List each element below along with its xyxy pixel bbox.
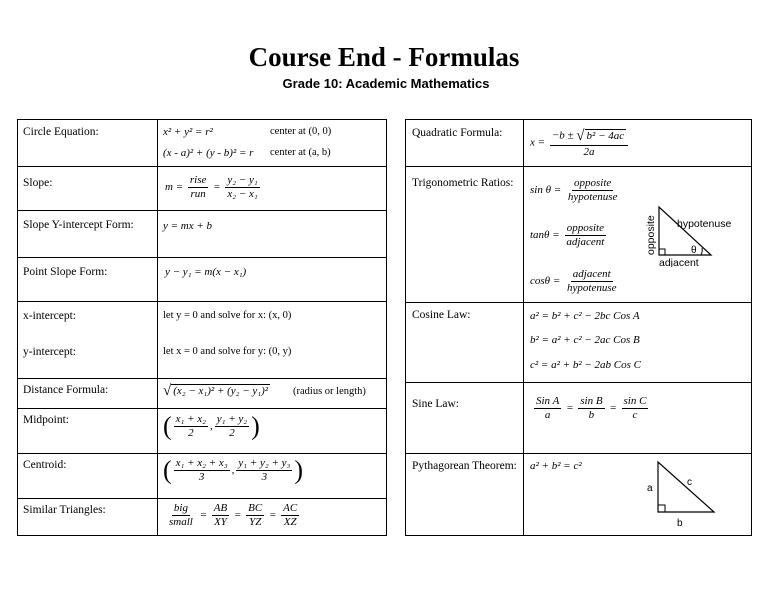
theta-label: θ <box>691 245 697 256</box>
point-slope-row <box>18 257 386 302</box>
left-paren: ( <box>163 411 172 441</box>
triangle-shape <box>658 462 714 512</box>
sin-lhs: sin θ = <box>530 184 562 197</box>
numerator: y₁ + y₂ <box>215 413 249 427</box>
circle-general-note: center at (a, b) <box>270 147 331 158</box>
tan-lhs: tanθ = <box>530 229 560 242</box>
pythagorean-equation: a² + b² = c² <box>530 460 582 472</box>
right-paren: ) <box>294 455 304 485</box>
sqrt-symbol: √ <box>163 383 172 399</box>
ratio-ab-xy <box>212 502 229 529</box>
row-label: y-intercept: <box>23 346 77 358</box>
slope-intercept-row <box>18 210 386 258</box>
numerator: rise <box>188 174 209 188</box>
y-average <box>215 413 249 440</box>
centroid-row <box>18 453 386 499</box>
row-label: Slope Y-intercept Form: <box>23 219 134 231</box>
cosine-law-row <box>406 302 751 383</box>
equals-sign: = <box>609 402 617 415</box>
cosine-law-b: b² = a² + c² − 2ac Cos B <box>530 334 640 346</box>
row-label: Circle Equation: <box>23 126 99 138</box>
row-label: Centroid: <box>23 459 67 471</box>
row-label: Slope: <box>23 177 53 189</box>
sine-law-formula <box>532 395 650 422</box>
hypotenuse-label: hypotenuse <box>677 218 732 230</box>
circle-origin-equation: x² + y² = r² <box>163 126 213 138</box>
numerator: BC <box>246 502 264 516</box>
numerator: x₁ + x₂ <box>174 413 208 427</box>
cos-fraction <box>565 268 618 295</box>
distance-row <box>18 378 386 409</box>
numerator: sin C <box>622 395 649 409</box>
triangle-shape <box>659 207 711 255</box>
midpoint-row <box>18 408 386 454</box>
trigonometric-row <box>406 166 751 303</box>
sin-fraction <box>566 177 619 204</box>
denominator: a <box>544 409 551 422</box>
numerator: AB <box>212 502 229 516</box>
row-label: Trigonometric Ratios: <box>412 177 514 189</box>
intercepts-row <box>18 301 386 379</box>
ratio-big-small <box>167 502 195 529</box>
similar-triangles-row <box>18 498 386 537</box>
y-intercept-text: let x = 0 and solve for y: (0, y) <box>163 346 292 357</box>
slope-formula <box>165 174 262 201</box>
row-label: Sine Law: <box>412 398 459 410</box>
row-label: Similar Triangles: <box>23 504 106 516</box>
side-b-label: b <box>677 518 683 529</box>
cosine-law-a: a² = b² + c² − 2bc Cos A <box>530 310 640 322</box>
cosine-ratio <box>530 268 620 295</box>
quadratic-fraction <box>550 127 628 159</box>
right-angle-marker <box>659 249 665 255</box>
numerator: big <box>172 502 190 516</box>
denominator: 3 <box>198 471 205 484</box>
denominator: adjacent <box>566 236 605 249</box>
row-label: x-intercept: <box>23 310 77 322</box>
numerator: x₁ + x₂ + x₃ <box>174 457 230 471</box>
denominator: c <box>632 409 638 422</box>
tan-fraction <box>564 222 606 249</box>
cosine-law-c: c² = a² + b² − 2ab Cos C <box>530 359 641 371</box>
distance-radicand: (x₂ − x₁)² + (y₂ − y₁)² <box>173 385 269 398</box>
numerator: y₂ − y₁ <box>225 174 259 188</box>
row-label: Point Slope Form: <box>23 266 108 278</box>
right-formula-table <box>405 119 752 536</box>
denominator: b <box>588 409 595 422</box>
sqrt-symbol: √ <box>576 128 585 144</box>
sin-b-over-b <box>578 395 604 422</box>
slope-intercept-equation: y = mx + b <box>163 220 213 232</box>
numerator: opposite <box>572 177 613 191</box>
ratio-ac-xz <box>281 502 299 529</box>
numerator: Sin A <box>534 395 561 409</box>
slope-m: m = <box>165 181 184 194</box>
denominator: x₂ − x₁ <box>227 188 258 201</box>
tangent-ratio <box>530 222 608 249</box>
rise-over-run <box>188 174 209 201</box>
ratio-bc-yz <box>246 502 264 529</box>
y-average <box>236 457 292 484</box>
x-intercept-text: let y = 0 and solve for x: (x, 0) <box>163 310 292 321</box>
right-triangle-diagram <box>639 197 749 267</box>
right-paren: ) <box>251 411 260 441</box>
midpoint-formula: ( $\frac{\text{x₁ + x₂}}{2}$ , $\frac{\text{y₁ + y₂}}{2}$ ) <box>163 411 260 441</box>
quadratic-x: x = <box>530 136 546 149</box>
numerator <box>550 127 628 146</box>
denominator: YZ <box>249 516 262 529</box>
equals-sign: = <box>566 402 574 415</box>
centroid-formula: ( $\frac{\text{x₁ + x₂ + x₃}}{3}$ , $\frac{\text{y₁ + y₂ + y₃}}{3}$ ) <box>163 455 304 485</box>
sine-law-row <box>406 382 751 454</box>
neg-b-plus-minus: −b ± <box>551 129 577 142</box>
numerator: opposite <box>565 222 606 236</box>
distance-note: (radius or length) <box>293 386 366 397</box>
denominator: hypotenuse <box>567 191 618 204</box>
circle-equation-row <box>18 120 386 166</box>
row-label: Cosine Law: <box>412 309 471 321</box>
side-c-label: c <box>687 477 692 488</box>
denominator: XZ <box>283 516 297 529</box>
sin-a-over-a <box>534 395 561 422</box>
denominator: 2 <box>188 427 194 440</box>
quadratic-formula <box>530 127 630 159</box>
page-subtitle: Grade 10: Academic Mathematics <box>282 76 490 91</box>
angle-arc <box>701 248 702 255</box>
x-average <box>174 457 230 484</box>
row-label: Midpoint: <box>23 414 70 426</box>
denominator: XY <box>214 516 227 529</box>
numerator: AC <box>281 502 299 516</box>
numerator: y₁ + y₂ + y₃ <box>236 457 292 471</box>
distance-formula <box>163 383 270 400</box>
row-label: Quadratic Formula: <box>412 127 503 139</box>
pythagorean-row <box>406 453 751 537</box>
circle-general-equation: (x - a)² + (y - b)² = r <box>163 147 254 159</box>
numerator: sin B <box>578 395 604 409</box>
denominator: hypotenuse <box>567 282 617 295</box>
point-slope-equation: y − y₁ = m(x − x₁) <box>165 266 247 278</box>
denominator: 2 <box>229 427 235 440</box>
page-title: Course End - Formulas <box>248 42 520 72</box>
equals-sign: = <box>213 181 221 194</box>
slope-row <box>18 166 386 211</box>
cos-lhs: cosθ = <box>530 275 561 288</box>
adjacent-label: adjacent <box>659 257 699 267</box>
numerator: adjacent <box>571 268 613 282</box>
side-a-label: a <box>647 483 653 494</box>
opposite-label: opposite <box>645 215 657 255</box>
similar-triangles-formula: $\frac{\text{big}}{\text{small}}$ = $\frac{AB}{XY}$ = $\frac{BC}{YZ}$ = $\frac{AC}{XZ}$ <box>169 502 298 529</box>
discriminant: b² − 4ac <box>586 129 625 142</box>
circle-origin-note: center at (0, 0) <box>270 126 332 137</box>
row-label: Distance Formula: <box>23 384 109 396</box>
quadratic-row <box>406 120 751 166</box>
right-angle-marker <box>658 505 665 512</box>
denominator: run <box>190 188 206 201</box>
sin-c-over-c <box>622 395 649 422</box>
delta-fraction <box>225 174 259 201</box>
denominator: 3 <box>261 471 268 484</box>
left-paren: ( <box>163 455 172 485</box>
sine-ratio <box>530 177 621 204</box>
pythagorean-triangle-diagram <box>642 458 722 530</box>
row-label: Pythagorean Theorem: <box>412 460 517 472</box>
left-formula-table <box>17 119 387 536</box>
x-average <box>174 413 208 440</box>
denominator: small <box>169 516 193 529</box>
denominator: 2a <box>583 146 595 158</box>
